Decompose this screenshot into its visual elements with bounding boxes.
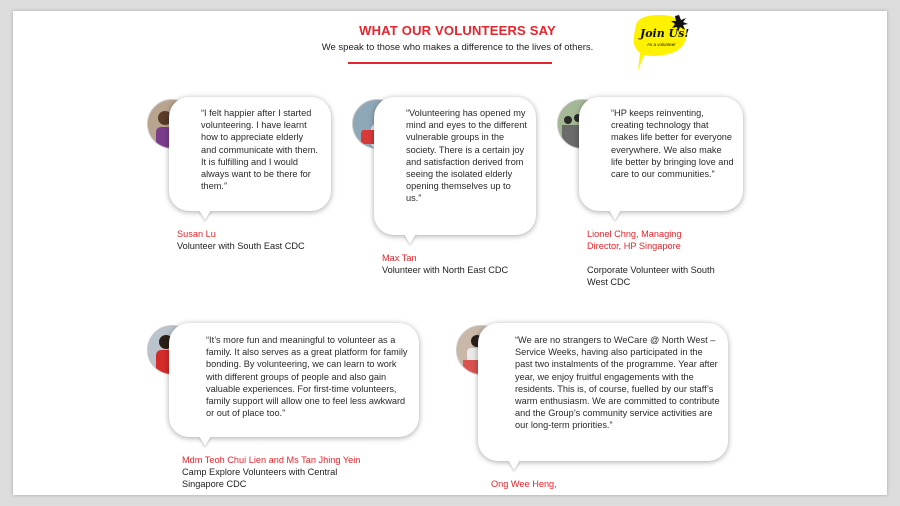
testimonial-role-teoh-tan-family: Camp Explore Volunteers with Central Singapore CDC (182, 467, 338, 489)
testimonials-page (13, 11, 887, 495)
join-us-text: Join Us! (640, 27, 690, 40)
testimonial-name-teoh-tan-family: Mdm Teoh Chui Lien and Ms Tan Jhing Yein (182, 455, 361, 465)
section-subtitle: We speak to those who makes a difference to the lives of others. (321, 42, 594, 53)
testimonial-quote-lionel-chng: “HP keeps reinventing, creating technology that makes life better for everyone everywhere. We also make life better by bringing love and care to our communities.” (611, 108, 734, 180)
testimonial-role-susan-lu: Volunteer with South East CDC (177, 241, 305, 251)
testimonial-quote-max-tan: “Volunteering has opened my mind and eyes to the different vulnerable groups in the society. There is a certain joy and satisfaction derived from seeing the isolated elderly opening themselves up to us.” (406, 108, 527, 204)
title-divider (348, 62, 552, 64)
testimonial-quote-susan-lu: “I felt happier after I started volunteering. I have learnt how to appreciate elderly and communicate with them. It is fulfilling and I would always want to be there for them.” (201, 108, 318, 192)
testimonial-name-ong-wee-heng: Ong Wee Heng, (491, 479, 557, 489)
testimonial-quote-ong-wee-heng: “We are no strangers to WeCare @ North West – Service Weeks, having also participated in the past two instalments of the programme. Year after year, we enjoy fruitful engagements with the residents. This is, of course, fuelled by our staff’s warm enthusiasm. We are committed to contribute and the Group’s community service activities are our long-term priorities.” (515, 335, 720, 431)
testimonial-role-max-tan: Volunteer with North East CDC (382, 265, 509, 275)
testimonial-name-lionel-chng: Lionel Chng, Managing Director, HP Singapore (587, 229, 682, 251)
testimonial-name-max-tan: Max Tan (382, 253, 417, 263)
join-us-badge-graphic (630, 11, 692, 77)
testimonial-role-lionel-chng: Corporate Volunteer with South West CDC (587, 265, 715, 287)
testimonial-name-susan-lu: Susan Lu (177, 229, 216, 239)
section-title: WHAT OUR VOLUNTEERS SAY (359, 23, 556, 38)
join-us-badge[interactable] (630, 11, 692, 77)
testimonial-quote-teoh-tan-family: “It’s more fun and meaningful to volunteer as a family. It also serves as a great platform for family bonding. By volunteering, we can learn to work with different groups of people and also gain valuable experiences. For first-time volunteers, family support will allow one to feel less awkward or out of place too.” (206, 335, 408, 419)
join-us-subtext: As a volunteer (647, 42, 676, 47)
